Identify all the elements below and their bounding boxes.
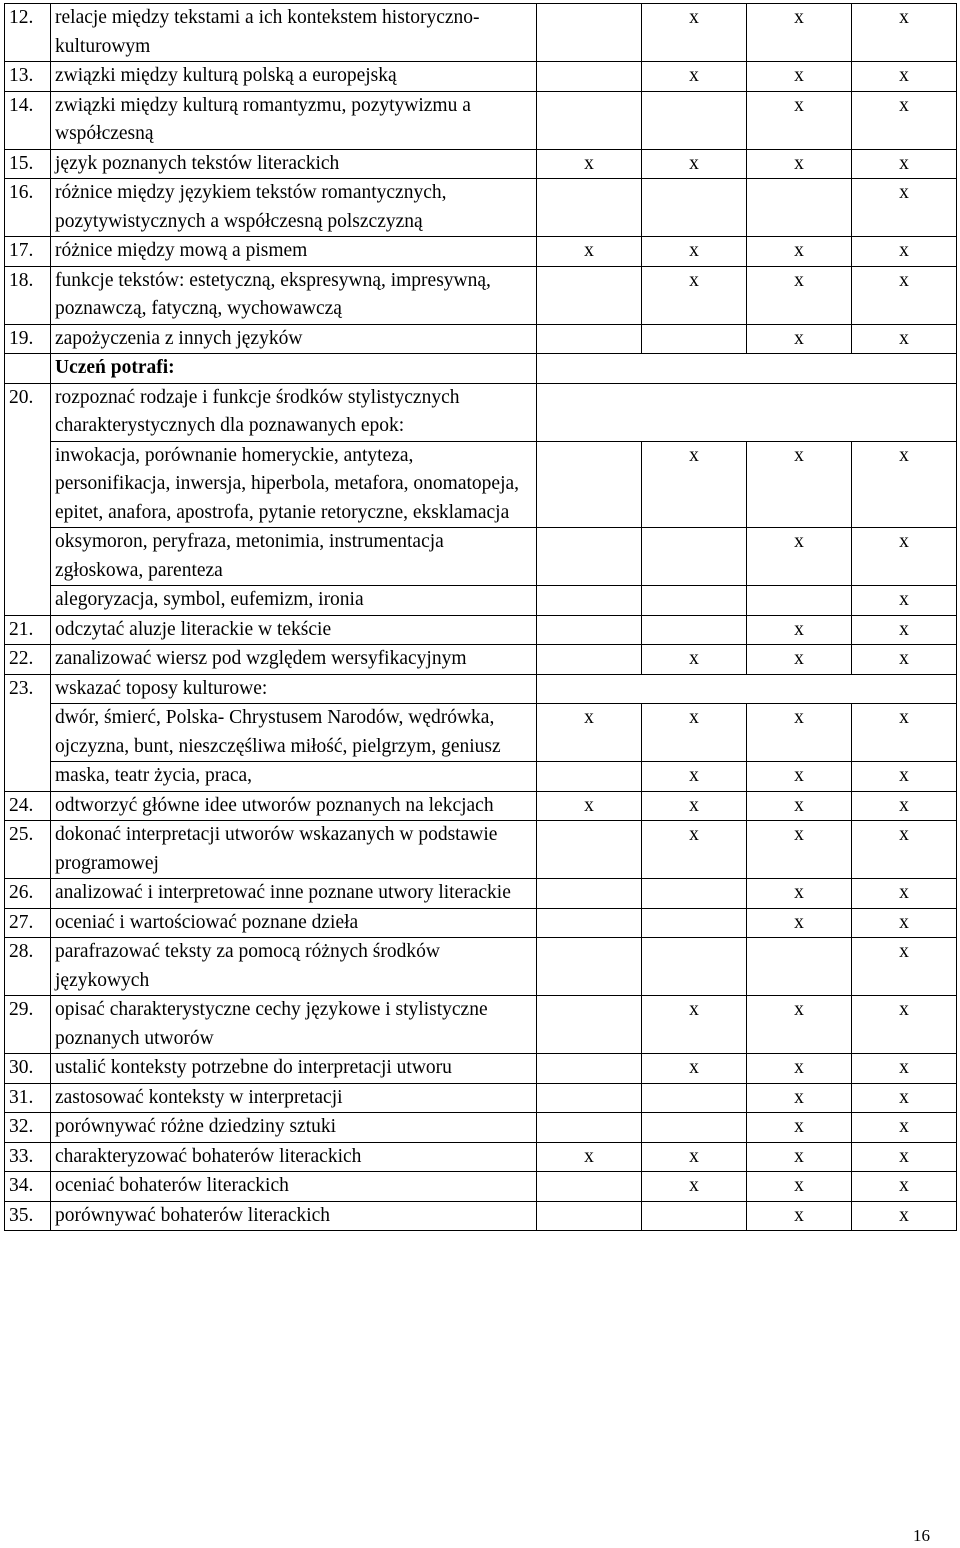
mark-cell (537, 4, 642, 62)
table-row (5, 1113, 957, 1143)
mark-cell: x (642, 62, 747, 92)
mark-cell: x (747, 266, 852, 324)
table-row (5, 1083, 957, 1113)
mark-cell (537, 615, 642, 645)
table-row (5, 645, 957, 675)
mark-cell: x (852, 324, 957, 354)
row-number: 23. (5, 674, 51, 791)
row-text: odtworzyć główne idee utworów poznanych na lekcjach (51, 791, 537, 821)
mark-cell (642, 879, 747, 909)
mark-cell (537, 762, 642, 792)
row-text: zapożyczenia z innych języków (51, 324, 537, 354)
mark-cell (537, 441, 642, 528)
mark-cell: x (747, 324, 852, 354)
row-text: dwór, śmierć, Polska- Chrystusem Narodów, wędrówka, ojczyzna, bunt, nieszczęśliwa miłość, pielgrzym, geniusz (51, 704, 537, 762)
row-number: 27. (5, 908, 51, 938)
mark-cell (642, 91, 747, 149)
row-text: oceniać i wartościować poznane dzieła (51, 908, 537, 938)
mark-cell: x (747, 62, 852, 92)
table-row (5, 879, 957, 909)
row-number: 15. (5, 149, 51, 179)
mark-cell: x (852, 879, 957, 909)
mark-cell (537, 1054, 642, 1084)
row-text: dokonać interpretacji utworów wskazanych w podstawie programowej (51, 821, 537, 879)
mark-cell: x (642, 441, 747, 528)
mark-cell: x (747, 996, 852, 1054)
row-number: 34. (5, 1172, 51, 1202)
mark-cell (537, 1113, 642, 1143)
mark-cell: x (747, 91, 852, 149)
mark-cell: x (747, 4, 852, 62)
table-row (5, 383, 957, 441)
mark-cell: x (852, 996, 957, 1054)
mark-cell: x (852, 528, 957, 586)
mark-cell: x (537, 1142, 642, 1172)
mark-cell (747, 938, 852, 996)
mark-cell: x (642, 762, 747, 792)
mark-cell (537, 324, 642, 354)
row-number: 28. (5, 938, 51, 996)
mark-cell: x (642, 237, 747, 267)
row-text: ustalić konteksty potrzebne do interpretacji utworu (51, 1054, 537, 1084)
mark-cell (537, 996, 642, 1054)
mark-cell: x (852, 1054, 957, 1084)
row-text: oksymoron, peryfraza, metonimia, instrumentacja zgłoskowa, parenteza (51, 528, 537, 586)
row-text: zastosować konteksty w interpretacji (51, 1083, 537, 1113)
mark-cell (537, 62, 642, 92)
mark-cell: x (852, 791, 957, 821)
mark-cell (642, 938, 747, 996)
mark-cell: x (852, 704, 957, 762)
mark-cell (642, 908, 747, 938)
row-number: 18. (5, 266, 51, 324)
mark-cell: x (642, 821, 747, 879)
mark-cell (642, 324, 747, 354)
mark-cell (537, 645, 642, 675)
mark-cell: x (852, 149, 957, 179)
mark-cell (537, 821, 642, 879)
table-row (5, 821, 957, 879)
mark-cell: x (852, 586, 957, 616)
mark-cell: x (747, 237, 852, 267)
mark-cell: x (642, 149, 747, 179)
row-text: parafrazować teksty za pomocą różnych środków językowych (51, 938, 537, 996)
mark-cell: x (642, 791, 747, 821)
row-intro-text: wskazać toposy kulturowe: (51, 674, 537, 704)
curriculum-table (4, 3, 957, 1231)
row-number: 16. (5, 179, 51, 237)
mark-cell: x (852, 615, 957, 645)
row-number: 22. (5, 645, 51, 675)
mark-cell: x (747, 1054, 852, 1084)
row-text: opisać charakterystyczne cechy językowe i stylistyczne poznanych utworów (51, 996, 537, 1054)
mark-cell (642, 1113, 747, 1143)
row-intro-text: rozpoznać rodzaje i funkcje środków stylistycznych charakterystycznych dla poznawanych epok: (51, 383, 537, 441)
table-row (5, 324, 957, 354)
table-subrow (5, 762, 957, 792)
row-text: odczytać aluzje literackie w tekście (51, 615, 537, 645)
row-text: relacje między tekstami a ich kontekstem historyczno-kulturowym (51, 4, 537, 62)
table-row (5, 179, 957, 237)
mark-cell: x (642, 1054, 747, 1084)
table-body (5, 4, 957, 1231)
mark-cell: x (747, 1172, 852, 1202)
mark-cell (537, 266, 642, 324)
row-number-empty (5, 354, 51, 384)
row-number: 19. (5, 324, 51, 354)
table-row (5, 938, 957, 996)
row-number: 30. (5, 1054, 51, 1084)
table-row (5, 266, 957, 324)
row-number: 29. (5, 996, 51, 1054)
mark-cell (642, 615, 747, 645)
mark-cell (537, 91, 642, 149)
mark-cell: x (747, 908, 852, 938)
row-text: zanalizować wiersz pod względem wersyfikacyjnym (51, 645, 537, 675)
row-number: 14. (5, 91, 51, 149)
table-row (5, 1201, 957, 1231)
table-row (5, 237, 957, 267)
table-row (5, 4, 957, 62)
mark-cell: x (852, 91, 957, 149)
mark-cell: x (537, 237, 642, 267)
mark-cell: x (642, 4, 747, 62)
mark-cell (537, 1201, 642, 1231)
table-row (5, 1142, 957, 1172)
mark-cell (537, 908, 642, 938)
mark-cell: x (537, 149, 642, 179)
mark-cell-group (537, 674, 957, 704)
table-subrow (5, 528, 957, 586)
mark-cell: x (852, 645, 957, 675)
mark-cell (747, 179, 852, 237)
mark-cell: x (852, 1113, 957, 1143)
mark-cell (537, 1083, 642, 1113)
mark-cell: x (642, 1172, 747, 1202)
mark-cell: x (852, 762, 957, 792)
mark-cell (537, 879, 642, 909)
table-row (5, 149, 957, 179)
mark-cell: x (747, 704, 852, 762)
table-row (5, 62, 957, 92)
mark-cell: x (852, 62, 957, 92)
mark-cell: x (642, 645, 747, 675)
mark-cell: x (747, 149, 852, 179)
mark-cell: x (852, 1172, 957, 1202)
mark-cell: x (747, 1083, 852, 1113)
table-row (5, 674, 957, 704)
mark-cell: x (747, 615, 852, 645)
mark-cell: x (642, 704, 747, 762)
row-text: alegoryzacja, symbol, eufemizm, ironia (51, 586, 537, 616)
row-text: analizować i interpretować inne poznane utwory literackie (51, 879, 537, 909)
mark-cell: x (747, 791, 852, 821)
row-number: 21. (5, 615, 51, 645)
row-text: porównywać różne dziedziny sztuki (51, 1113, 537, 1143)
mark-cell: x (852, 4, 957, 62)
row-text: maska, teatr życia, praca, (51, 762, 537, 792)
mark-cell: x (747, 879, 852, 909)
row-text: różnice między mową a pismem (51, 237, 537, 267)
mark-cell (537, 528, 642, 586)
row-number: 26. (5, 879, 51, 909)
mark-cell: x (747, 1142, 852, 1172)
mark-cell: x (642, 266, 747, 324)
mark-cell: x (747, 528, 852, 586)
mark-cell: x (537, 704, 642, 762)
mark-cell (537, 938, 642, 996)
mark-cell: x (747, 762, 852, 792)
mark-cell: x (852, 237, 957, 267)
row-number: 32. (5, 1113, 51, 1143)
row-text: charakteryzować bohaterów literackich (51, 1142, 537, 1172)
row-number: 33. (5, 1142, 51, 1172)
mark-cell (642, 179, 747, 237)
row-text: inwokacja, porównanie homeryckie, antyteza, personifikacja, inwersja, hiperbola, metafora, onomatopeja, epitet, anafora, apostrofa, pytanie retoryczne, eksklamacja (51, 441, 537, 528)
mark-cell: x (852, 1083, 957, 1113)
table-row (5, 996, 957, 1054)
row-text: funkcje tekstów: estetyczną, ekspresywną, impresywną, poznawczą, fatyczną, wychowawczą (51, 266, 537, 324)
mark-cell: x (747, 441, 852, 528)
row-number: 31. (5, 1083, 51, 1113)
mark-cell (537, 586, 642, 616)
mark-cell (642, 1083, 747, 1113)
mark-cell (642, 586, 747, 616)
mark-cell: x (642, 1142, 747, 1172)
mark-cell (642, 528, 747, 586)
row-number: 12. (5, 4, 51, 62)
row-number: 25. (5, 821, 51, 879)
mark-cell: x (642, 996, 747, 1054)
mark-cell: x (747, 1201, 852, 1231)
table-row (5, 615, 957, 645)
table-row (5, 791, 957, 821)
section-heading: Uczeń potrafi: (51, 354, 537, 384)
mark-cell (642, 1201, 747, 1231)
row-number: 35. (5, 1201, 51, 1231)
mark-cell: x (852, 821, 957, 879)
row-text: różnice między językiem tekstów romantycznych, pozytywistycznych a współczesną polszczyzną (51, 179, 537, 237)
table-row (5, 1054, 957, 1084)
mark-cell (747, 586, 852, 616)
mark-cell: x (852, 908, 957, 938)
table-row (5, 908, 957, 938)
mark-cell: x (537, 791, 642, 821)
mark-cell: x (852, 938, 957, 996)
row-text: związki między kulturą romantyzmu, pozytywizmu a współczesną (51, 91, 537, 149)
mark-cell-group (537, 383, 957, 441)
table-subrow (5, 586, 957, 616)
row-number: 20. (5, 383, 51, 615)
mark-cell (537, 179, 642, 237)
table-row (5, 91, 957, 149)
table-subrow (5, 704, 957, 762)
table-row (5, 1172, 957, 1202)
row-text: język poznanych tekstów literackich (51, 149, 537, 179)
section-heading-row (5, 354, 957, 384)
row-number: 24. (5, 791, 51, 821)
mark-cell: x (852, 1201, 957, 1231)
mark-cell (537, 1172, 642, 1202)
mark-cell: x (747, 1113, 852, 1143)
mark-cell: x (747, 645, 852, 675)
row-text: związki między kulturą polską a europejską (51, 62, 537, 92)
page-number: 16 (913, 1526, 930, 1545)
mark-cell: x (852, 441, 957, 528)
mark-cell: x (852, 266, 957, 324)
mark-cell-empty (537, 354, 957, 384)
table-subrow (5, 441, 957, 528)
row-number: 13. (5, 62, 51, 92)
mark-cell: x (747, 821, 852, 879)
mark-cell: x (852, 179, 957, 237)
row-number: 17. (5, 237, 51, 267)
row-text: oceniać bohaterów literackich (51, 1172, 537, 1202)
mark-cell: x (852, 1142, 957, 1172)
row-text: porównywać bohaterów literackich (51, 1201, 537, 1231)
